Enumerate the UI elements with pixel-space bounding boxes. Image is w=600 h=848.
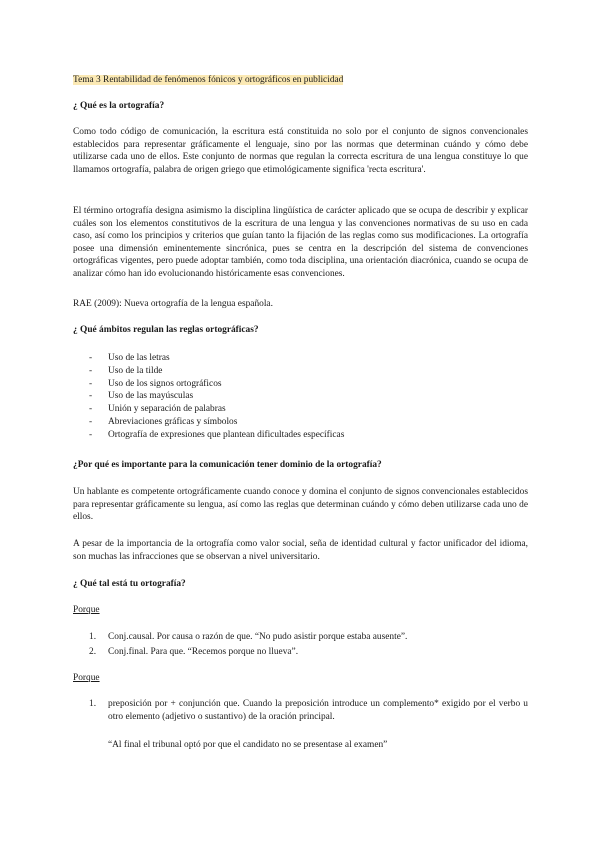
source-citation: RAE (2009): Nueva ortografía de la lengua española. xyxy=(73,299,273,309)
list-number: 1. xyxy=(89,699,97,709)
list-item: - Ortografía de expresiones que plantean dificultades específicas xyxy=(73,429,528,442)
list-number: 1. xyxy=(89,632,97,642)
heading-importance: ¿Por qué es importante para la comunicación tener dominio de la ortografía? xyxy=(73,460,382,470)
porque-separate-list xyxy=(73,698,528,723)
paragraph-competence: Un hablante es competente ortográficamente cuando conoce y domina el conjunto de signos convencionales establecidos para representar gráficamente su lengua, así como las reglas que determinan cuándo y cómo deben utilizarse cada uno de ellos. xyxy=(73,487,528,522)
paragraph-infractions: A pesar de la importancia de la ortografía como valor social, seña de identidad cultural y factor unificador del idioma, son muchas las infracciones que se observan a nivel universitario. xyxy=(73,539,528,562)
document-title xyxy=(73,74,528,87)
heading-what-is-orthography: ¿ Qué es la ortografía? xyxy=(73,101,165,111)
list-item: - Uso de las letras xyxy=(73,352,528,365)
list-item-text: preposición por + conjunción que. Cuando la preposición introduce un complemento* exigido por el verbo u otro elemento (adjetivo o sustantivo) de la oración principal. xyxy=(108,699,528,722)
list-item xyxy=(73,631,528,644)
list-item xyxy=(73,698,528,723)
paragraph-discipline: El término ortografía designa asimismo la disciplina lingüística de carácter aplicado que se ocupa de describir y explicar cuáles son los elementos constitutivos de la escritura de una lengua y las convenciones normativas de su uso en cada caso, así como los principios y criterios que guían tanto la fijación de las reglas como sus modificaciones. La ortografía posee una dimensión eminentemente sincrónica, pues se centra en la descripción del sistema de convenciones ortográficas vigentes, pero puede adoptar también, como toda disciplina, una orientación diacrónica, cuando se ocupa de analizar cómo han ido evolucionando históricamente esas convenciones. xyxy=(73,206,528,279)
list-item-text: Conj.causal. Por causa o razón de que. “No pudo asistir porque estaba ausente”. xyxy=(108,632,408,642)
list-item: - Abreviaciones gráficas y símbolos xyxy=(73,416,528,429)
example-quote: “Al final el tribunal optó por que el candidato no se presentase al examen” xyxy=(108,740,388,750)
porque-joined-list xyxy=(73,631,528,658)
list-number: 2. xyxy=(89,646,97,657)
heading-scopes: ¿ Qué ámbitos regulan las reglas ortográficas? xyxy=(73,325,259,335)
label-porque-separate: Porque xyxy=(73,673,100,683)
list-item-text: Conj.final. Para que. “Recemos porque no llueva”. xyxy=(108,646,299,657)
heading-your-orthography: ¿ Qué tal está tu ortografía? xyxy=(73,579,186,589)
label-porque-joined: Porque xyxy=(73,605,100,615)
list-item: - Uso de la tilde xyxy=(73,365,528,378)
list-item: - Unión y separación de palabras xyxy=(73,403,528,416)
document-title-text: Tema 3 Rentabilidad de fenómenos fónicos y ortográficos en publicidad xyxy=(73,75,344,85)
list-item xyxy=(73,646,528,659)
list-item: - Uso de los signos ortográficos xyxy=(73,378,528,391)
list-item: - Uso de las mayúsculas xyxy=(73,390,528,403)
scopes-list xyxy=(73,352,528,442)
paragraph-definition: Como todo código de comunicación, la escritura está constituida no solo por el conjunto de signos convencionales establecidos para representar gráficamente el lenguaje, sino por las normas que determinan cuándo y cómo debe utilizarse cada uno de ellos. Este conjunto de normas que regulan la correcta escritura de una lengua constituye lo que llamamos ortografía, palabra de origen griego que etimológicamente significa 'recta escritura'. xyxy=(73,127,528,175)
